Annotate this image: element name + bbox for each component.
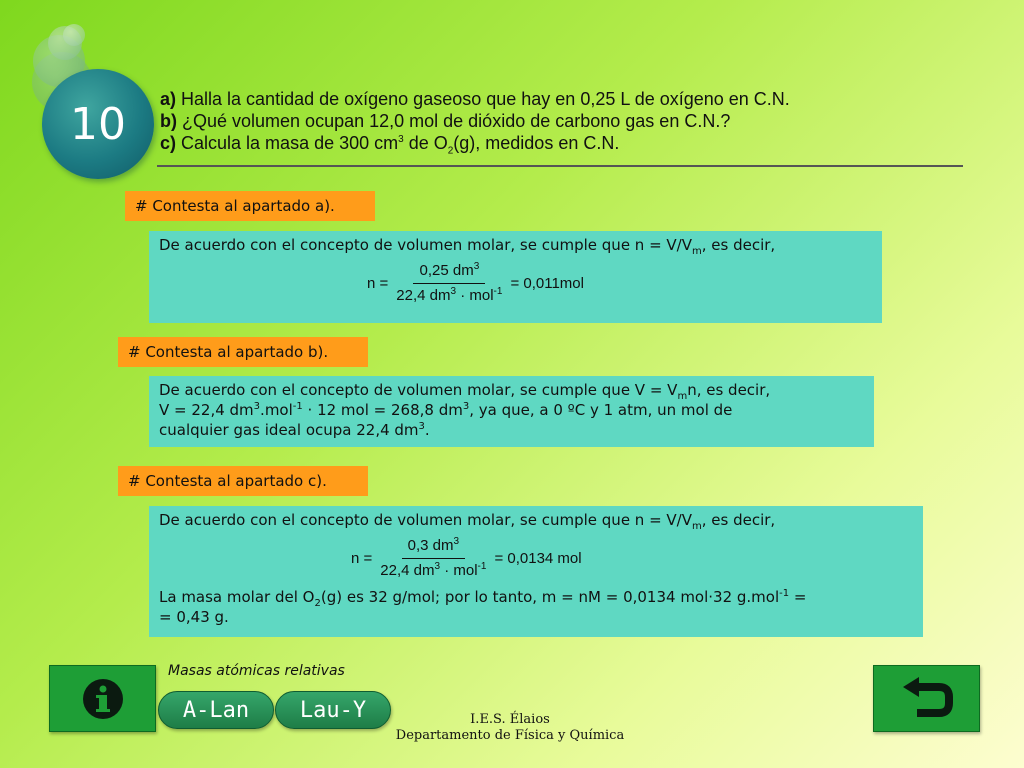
answer-c-line: De acuerdo con el concepto de volumen molar, se cumple que $n = V/V_m$, es decir, <box>159 511 776 532</box>
return-arrow-icon <box>899 677 955 721</box>
answer-c-mass-line1: La masa molar del $O_2(g)$ es 32 g/mol; por lo tanto, m = nM = 0,0134 mol·32 g.mol$^{-1}$ = <box>159 588 807 609</box>
footer-school: I.E.S. Élaios <box>470 712 550 727</box>
answer-b-line2: V = 22,4 $dm^3.mol^{-1} \cdot 12$ mol = 268,8 $dm^3$, ya que, a 0 ºC y 1 atm, un mol de <box>159 401 733 419</box>
question-text <box>160 88 960 157</box>
tag-part-b[interactable]: # Contesta al apartado b). <box>118 337 368 367</box>
question-a: a) Halla la cantidad de oxígeno gaseoso que hay en 0,25 L de oxígeno en C.N. <box>160 89 790 109</box>
footer-department: Departamento de Física y Química <box>395 728 625 743</box>
decor-bubble <box>63 24 85 46</box>
return-button[interactable] <box>873 665 980 732</box>
answer-b-line1: De acuerdo con el concepto de volumen molar, se cumple que $V = V_mn$, es decir, <box>159 381 771 402</box>
slide-number: 10 <box>42 69 154 179</box>
tag-part-a[interactable]: # Contesta al apartado a). <box>125 191 375 221</box>
formula-part-c: n = $\frac{0,3 dm^3}{22,4 dm^3 \cdot mol^{-1}}$ = 0,0134 mol <box>351 536 582 579</box>
lau-y-button[interactable]: Lau-Y <box>275 691 391 729</box>
answer-part-b <box>149 376 874 447</box>
info-button[interactable] <box>49 665 156 732</box>
formula-part-a: n = $\frac{0,25 dm^3}{22,4 dm^3 \cdot mol^{-1}}$ = 0,011mol <box>367 261 584 304</box>
answer-part-c <box>149 506 923 637</box>
masas-atomicas-label: Masas atómicas relativas <box>168 663 345 679</box>
question-b: b) ¿Qué volumen ocupan 12,0 mol de dióxido de carbono gas en C.N.? <box>160 111 731 131</box>
a-lan-button[interactable]: A-Lan <box>158 691 274 729</box>
answer-part-a <box>149 231 882 323</box>
question-c: c) Calcula la masa de 300 $cm^3$ de $O_2(g)$, medidos en C.N. <box>160 133 620 157</box>
answer-c-mass-line2: = 0,43 g. <box>159 608 229 626</box>
answer-b-line3: cualquier gas ideal ocupa 22,4 $dm^3$. <box>159 421 430 439</box>
answer-a-line: De acuerdo con el concepto de volumen molar, se cumple que $n = V/V_m$, es decir, <box>159 236 776 257</box>
question-divider <box>157 165 963 167</box>
tag-part-c[interactable]: # Contesta al apartado c). <box>118 466 368 496</box>
info-icon <box>81 677 125 721</box>
footer-credits <box>360 712 660 744</box>
